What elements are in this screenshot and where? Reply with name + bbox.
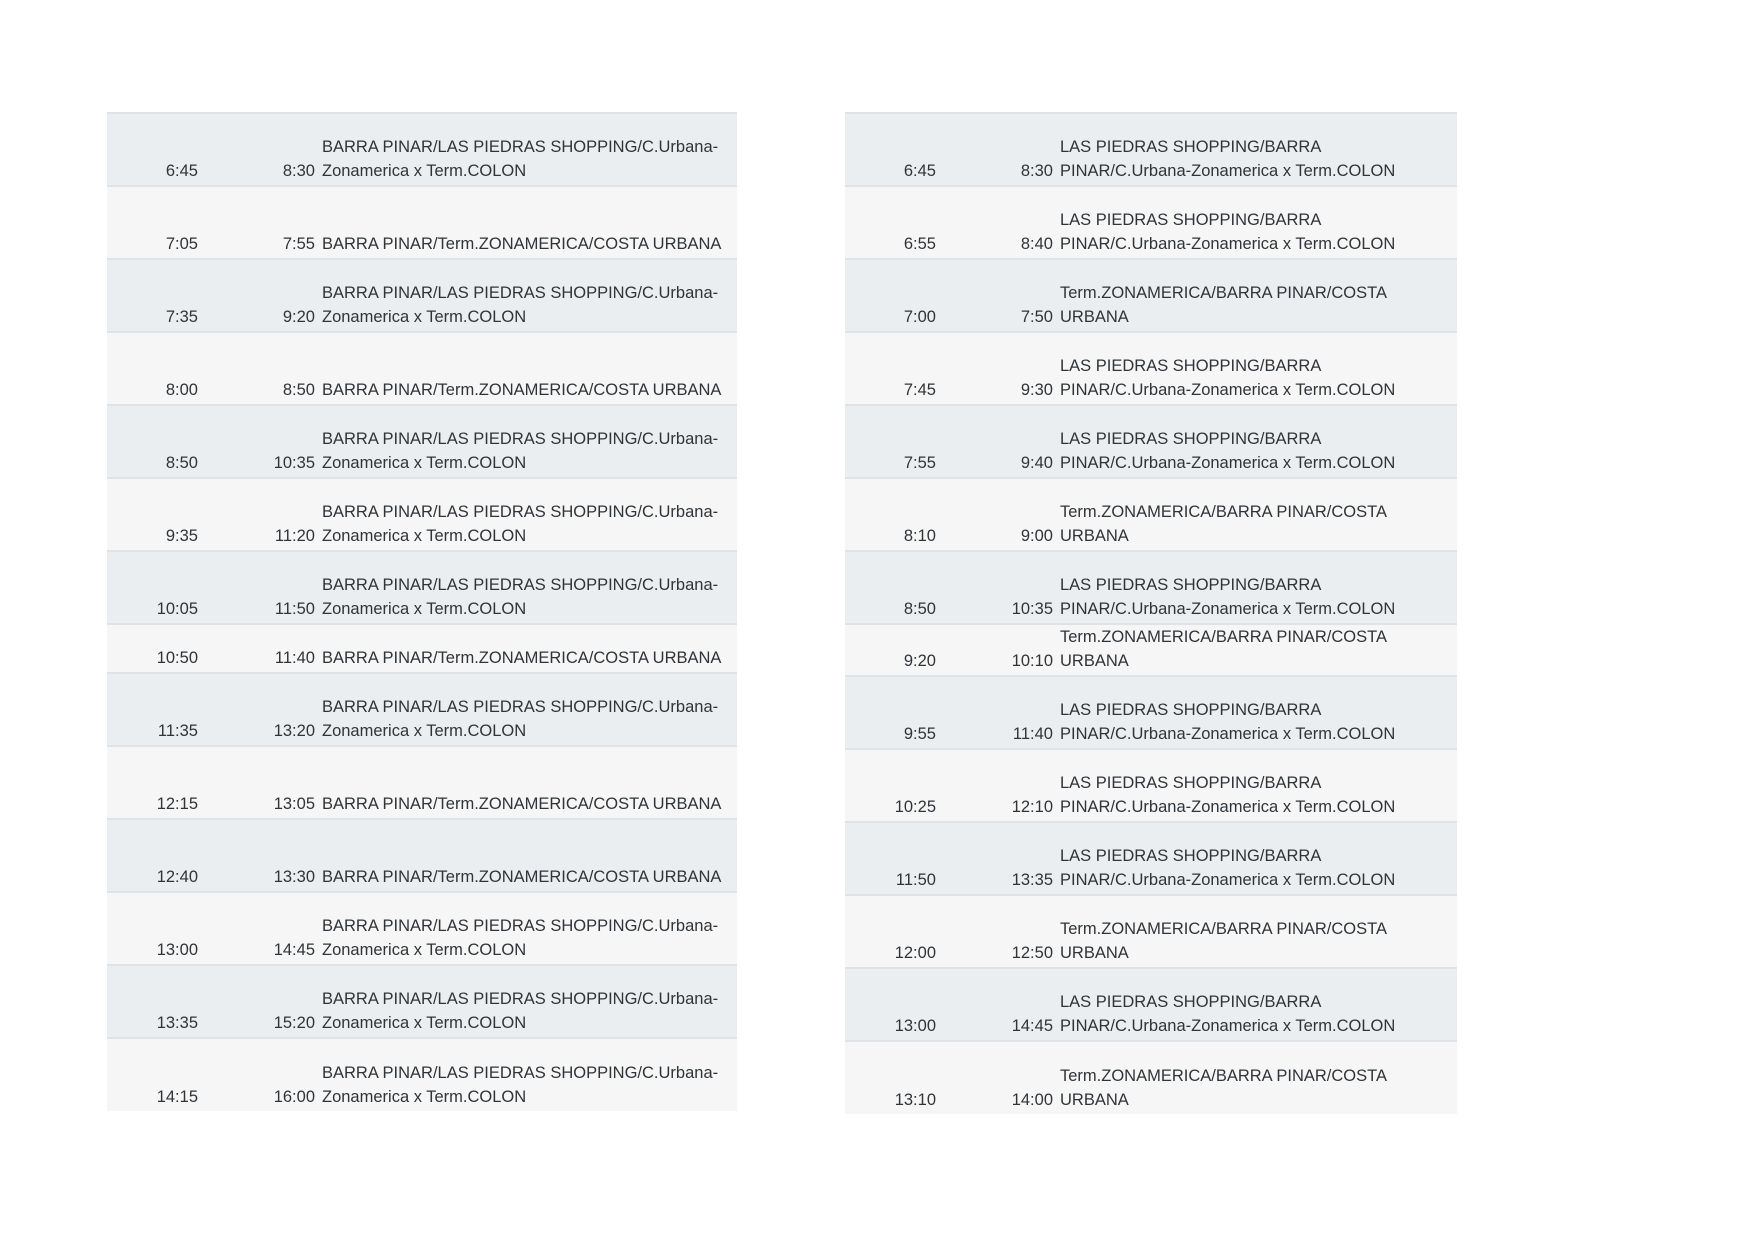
departure-time: 14:15 <box>156 1088 198 1106</box>
arrival-time: 13:30 <box>273 868 315 886</box>
departure-time: 8:00 <box>165 381 198 399</box>
departure-time: 10:25 <box>894 798 936 816</box>
arrival-time: 9:00 <box>1020 527 1053 545</box>
departure-time: 9:55 <box>903 725 936 743</box>
departure-time: 11:50 <box>895 871 936 889</box>
route-description: BARRA PINAR/LAS PIEDRAS SHOPPING/C.Urbana-Zonamerica x Term.COLON <box>322 576 719 618</box>
route-description: BARRA PINAR/Term.ZONAMERICA/COSTA URBANA <box>322 649 722 667</box>
table-row <box>107 551 737 624</box>
table-row <box>107 478 737 551</box>
arrival-time: 10:10 <box>1011 652 1053 670</box>
route-description: BARRA PINAR/LAS PIEDRAS SHOPPING/C.Urbana-Zonamerica x Term.COLON <box>322 503 719 545</box>
table-row <box>107 819 737 892</box>
table-row <box>107 113 737 186</box>
route-description: BARRA PINAR/LAS PIEDRAS SHOPPING/C.Urbana-Zonamerica x Term.COLON <box>322 430 719 472</box>
route-description: BARRA PINAR/LAS PIEDRAS SHOPPING/C.Urbana-Zonamerica x Term.COLON <box>322 990 719 1032</box>
arrival-time: 9:20 <box>282 308 315 326</box>
departure-time: 6:45 <box>165 162 198 180</box>
route-description: Term.ZONAMERICA/BARRA PINAR/COSTA URBANA <box>1060 920 1387 962</box>
table-row <box>845 1041 1457 1114</box>
schedule-table-left <box>107 112 737 1111</box>
table-row <box>845 968 1457 1041</box>
route-description: LAS PIEDRAS SHOPPING/BARRA PINAR/C.Urbana-Zonamerica x Term.COLON <box>1060 211 1396 253</box>
arrival-time: 8:30 <box>1020 162 1053 180</box>
table-row <box>845 405 1457 478</box>
route-description: BARRA PINAR/Term.ZONAMERICA/COSTA URBANA <box>322 868 722 886</box>
departure-time: 13:00 <box>156 941 198 959</box>
route-description: Term.ZONAMERICA/BARRA PINAR/COSTA URBANA <box>1060 628 1387 670</box>
route-description: Term.ZONAMERICA/BARRA PINAR/COSTA URBANA <box>1060 284 1387 326</box>
arrival-time: 8:50 <box>282 381 315 399</box>
arrival-time: 9:40 <box>1020 454 1053 472</box>
departure-time: 7:35 <box>165 308 198 326</box>
route-description: LAS PIEDRAS SHOPPING/BARRA PINAR/C.Urbana-Zonamerica x Term.COLON <box>1060 701 1396 743</box>
arrival-time: 13:05 <box>273 795 315 813</box>
route-description: LAS PIEDRAS SHOPPING/BARRA PINAR/C.Urbana-Zonamerica x Term.COLON <box>1060 138 1396 180</box>
departure-time: 10:05 <box>156 600 198 618</box>
route-description: BARRA PINAR/LAS PIEDRAS SHOPPING/C.Urbana-Zonamerica x Term.COLON <box>322 1064 719 1106</box>
route-description: LAS PIEDRAS SHOPPING/BARRA PINAR/C.Urbana-Zonamerica x Term.COLON <box>1060 993 1396 1035</box>
departure-time: 9:35 <box>165 527 198 545</box>
arrival-time: 14:00 <box>1011 1091 1053 1109</box>
route-description: BARRA PINAR/Term.ZONAMERICA/COSTA URBANA <box>322 795 722 813</box>
table-row <box>845 332 1457 405</box>
table-row <box>107 186 737 259</box>
table-row <box>845 749 1457 822</box>
table-row <box>845 895 1457 968</box>
departure-time: 9:20 <box>903 652 936 670</box>
arrival-time: 14:45 <box>273 941 315 959</box>
departure-time: 7:45 <box>903 381 936 399</box>
arrival-time: 9:30 <box>1020 381 1053 399</box>
departure-time: 12:40 <box>156 868 198 886</box>
table-row <box>845 822 1457 895</box>
table-row <box>107 746 737 819</box>
arrival-time: 13:20 <box>273 722 315 740</box>
arrival-time: 11:20 <box>274 527 315 545</box>
table-row <box>845 551 1457 624</box>
departure-time: 12:15 <box>156 795 198 813</box>
arrival-time: 13:35 <box>1011 871 1053 889</box>
route-description: Term.ZONAMERICA/BARRA PINAR/COSTA URBANA <box>1060 1067 1387 1109</box>
departure-time: 12:00 <box>894 944 936 962</box>
departure-time: 11:35 <box>157 722 198 740</box>
arrival-time: 12:10 <box>1011 798 1053 816</box>
table-row <box>107 624 737 673</box>
arrival-time: 8:40 <box>1020 235 1053 253</box>
table-row <box>107 965 737 1038</box>
departure-time: 6:45 <box>903 162 936 180</box>
table-row <box>845 113 1457 186</box>
departure-time: 7:55 <box>903 454 936 472</box>
departure-time: 7:00 <box>903 308 936 326</box>
departure-time: 6:55 <box>903 235 936 253</box>
arrival-time: 7:50 <box>1020 308 1053 326</box>
route-description: LAS PIEDRAS SHOPPING/BARRA PINAR/C.Urbana-Zonamerica x Term.COLON <box>1060 576 1396 618</box>
route-description: BARRA PINAR/Term.ZONAMERICA/COSTA URBANA <box>322 381 722 399</box>
departure-time: 13:10 <box>894 1091 936 1109</box>
table-row <box>845 478 1457 551</box>
table-row <box>107 673 737 746</box>
table-row <box>107 892 737 965</box>
arrival-time: 11:40 <box>274 649 315 667</box>
table-row <box>845 624 1457 676</box>
route-description: Term.ZONAMERICA/BARRA PINAR/COSTA URBANA <box>1060 503 1387 545</box>
departure-time: 13:00 <box>894 1017 936 1035</box>
route-description: BARRA PINAR/LAS PIEDRAS SHOPPING/C.Urbana-Zonamerica x Term.COLON <box>322 917 719 959</box>
table-row <box>845 259 1457 332</box>
arrival-time: 8:30 <box>282 162 315 180</box>
arrival-time: 14:45 <box>1011 1017 1053 1035</box>
schedule-table-right <box>845 112 1457 1114</box>
route-description: BARRA PINAR/LAS PIEDRAS SHOPPING/C.Urbana-Zonamerica x Term.COLON <box>322 698 719 740</box>
departure-time: 13:35 <box>156 1014 198 1032</box>
route-description: LAS PIEDRAS SHOPPING/BARRA PINAR/C.Urbana-Zonamerica x Term.COLON <box>1060 430 1396 472</box>
arrival-time: 11:50 <box>274 600 315 618</box>
route-description: BARRA PINAR/Term.ZONAMERICA/COSTA URBANA <box>322 235 722 253</box>
table-row <box>107 405 737 478</box>
arrival-time: 15:20 <box>273 1014 315 1032</box>
departure-time: 8:10 <box>903 527 936 545</box>
route-description: LAS PIEDRAS SHOPPING/BARRA PINAR/C.Urbana-Zonamerica x Term.COLON <box>1060 357 1396 399</box>
arrival-time: 11:40 <box>1012 725 1053 743</box>
table-row <box>107 1038 737 1111</box>
departure-time: 10:50 <box>156 649 198 667</box>
table-row <box>107 259 737 332</box>
departure-time: 7:05 <box>165 235 198 253</box>
table-row <box>845 186 1457 259</box>
route-description: LAS PIEDRAS SHOPPING/BARRA PINAR/C.Urbana-Zonamerica x Term.COLON <box>1060 774 1396 816</box>
route-description: BARRA PINAR/LAS PIEDRAS SHOPPING/C.Urbana-Zonamerica x Term.COLON <box>322 284 719 326</box>
departure-time: 8:50 <box>903 600 936 618</box>
arrival-time: 7:55 <box>282 235 315 253</box>
arrival-time: 12:50 <box>1011 944 1053 962</box>
arrival-time: 10:35 <box>273 454 315 472</box>
arrival-time: 10:35 <box>1011 600 1053 618</box>
arrival-time: 16:00 <box>273 1088 315 1106</box>
table-row <box>107 332 737 405</box>
route-description: BARRA PINAR/LAS PIEDRAS SHOPPING/C.Urbana-Zonamerica x Term.COLON <box>322 138 719 180</box>
departure-time: 8:50 <box>165 454 198 472</box>
route-description: LAS PIEDRAS SHOPPING/BARRA PINAR/C.Urbana-Zonamerica x Term.COLON <box>1060 847 1396 889</box>
table-row <box>845 676 1457 749</box>
